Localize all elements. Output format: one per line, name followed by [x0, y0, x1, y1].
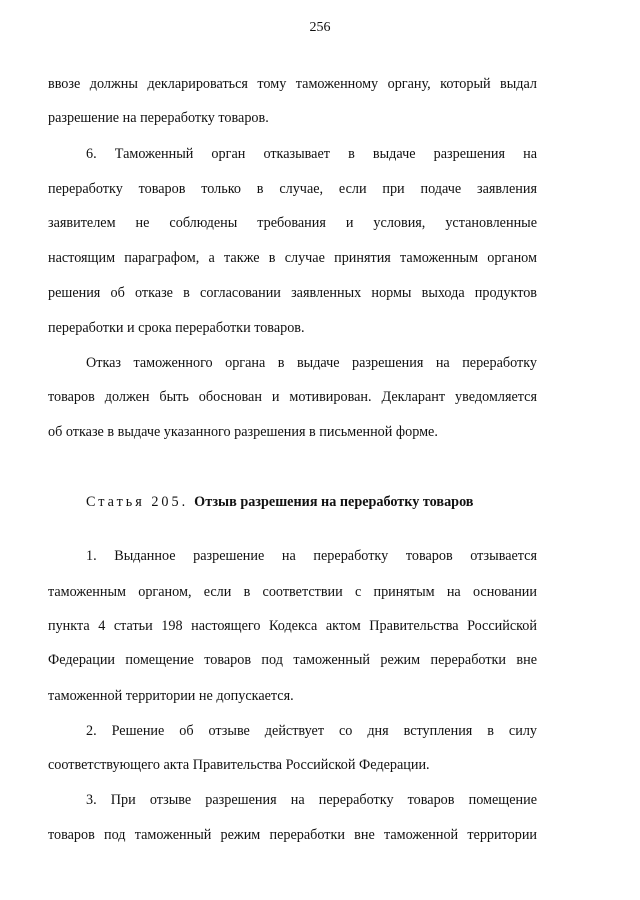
text-line: таможенным органом, если в соответствии с принятым на основании [48, 584, 537, 600]
text-line: таможенной территории не допускается. [48, 688, 294, 704]
text-line: 6. Таможенный орган отказывает в выдаче разрешения на [86, 146, 537, 162]
text-line: 3. При отзыве разрешения на переработку товаров помещение [86, 792, 537, 808]
article-label: Статья 205. [86, 494, 189, 510]
text-line: решения об отказе в согласовании заявленных нормы выхода продуктов [48, 285, 537, 301]
text-line: 2. Решение об отзыве действует со дня вступления в силу [86, 723, 537, 739]
text-line: заявителем не соблюдены требования и условия, установленные [48, 215, 537, 231]
text-line: Отказ таможенного органа в выдаче разрешения на переработку [86, 355, 537, 371]
text-line: разрешение на переработку товаров. [48, 110, 269, 126]
text-line: переработку товаров только в случае, если при подаче заявления [48, 181, 537, 197]
text-line: ввозе должны декларироваться тому таможенному органу, который выдал [48, 76, 537, 92]
text-line: товаров должен быть обоснован и мотивирован. Декларант уведомляется [48, 389, 537, 405]
text-line: соответствующего акта Правительства Российской Федерации. [48, 757, 430, 773]
text-line: Федерации помещение товаров под таможенный режим переработки вне [48, 652, 537, 668]
text-line: об отказе в выдаче указанного разрешения в письменной форме. [48, 424, 438, 440]
text-line: пункта 4 статьи 198 настоящего Кодекса актом Правительства Российской [48, 618, 537, 634]
page-number: 256 [309, 20, 331, 35]
text-line: товаров под таможенный режим переработки вне таможенной территории [48, 827, 537, 843]
article-heading [86, 492, 473, 512]
article-title: Отзыв разрешения на переработку товаров [194, 494, 474, 510]
text-line: 1. Выданное разрешение на переработку товаров отзывается [86, 548, 537, 564]
text-line: настоящим параграфом, а также в случае принятия таможенным органом [48, 250, 537, 266]
text-line: переработки и срока переработки товаров. [48, 320, 305, 336]
